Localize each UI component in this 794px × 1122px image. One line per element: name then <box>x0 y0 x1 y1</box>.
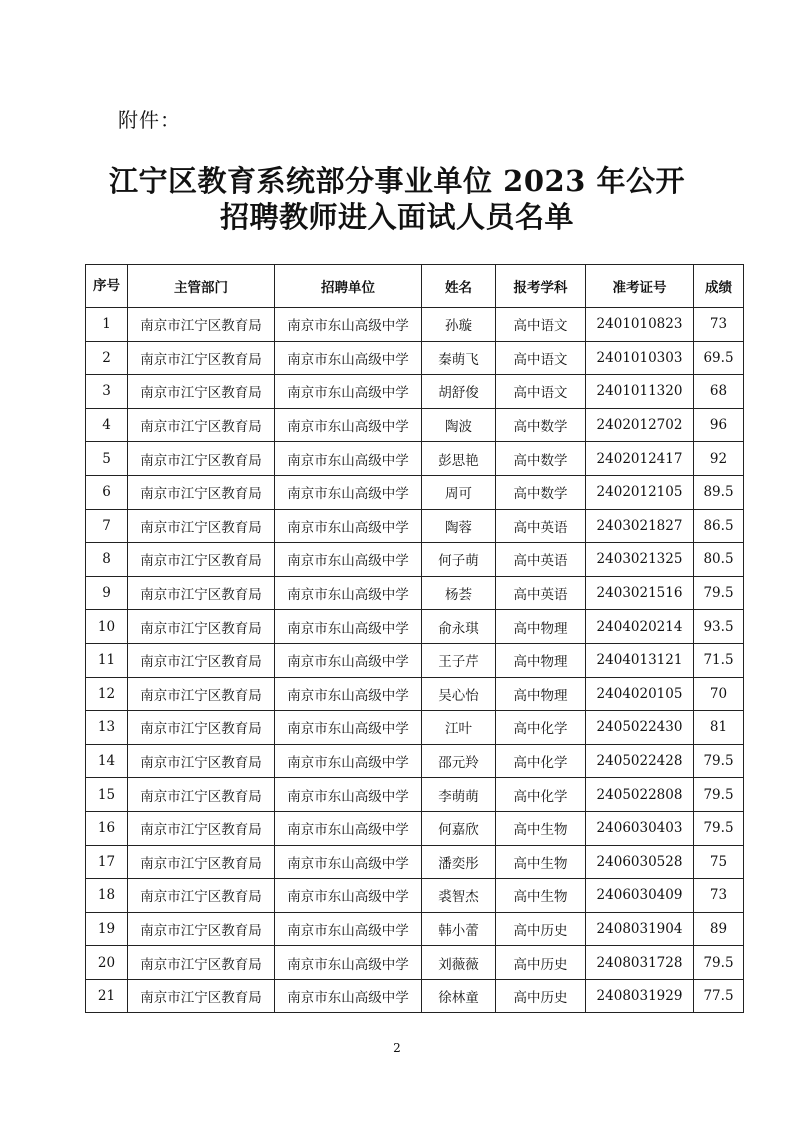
cell-subject: 高中物理 <box>496 610 586 644</box>
table-row <box>86 677 744 711</box>
cell-ticket: 2401010823 <box>586 308 694 342</box>
cell-name: 吴心怡 <box>422 677 496 711</box>
cell-name: 秦萌飞 <box>422 341 496 375</box>
cell-name: 李萌萌 <box>422 778 496 812</box>
table-row <box>86 509 744 543</box>
cell-department: 南京市江宁区教育局 <box>128 778 275 812</box>
cell-subject: 高中数学 <box>496 475 586 509</box>
table-header-row <box>86 265 744 308</box>
cell-unit: 南京市东山高级中学 <box>275 341 422 375</box>
table-row <box>86 442 744 476</box>
cell-seq: 7 <box>86 509 128 543</box>
cell-ticket: 2402012105 <box>586 475 694 509</box>
page-number: 2 <box>393 1041 401 1055</box>
cell-department: 南京市江宁区教育局 <box>128 643 275 677</box>
cell-name: 何子萌 <box>422 543 496 577</box>
table-row <box>86 912 744 946</box>
cell-department: 南京市江宁区教育局 <box>128 744 275 778</box>
cell-subject: 高中生物 <box>496 879 586 913</box>
cell-ticket: 2406030409 <box>586 879 694 913</box>
cell-department: 南京市江宁区教育局 <box>128 677 275 711</box>
cell-ticket: 2401010303 <box>586 341 694 375</box>
cell-score: 79.5 <box>694 744 744 778</box>
cell-ticket: 2402012417 <box>586 442 694 476</box>
table-body <box>86 308 744 1013</box>
cell-score: 69.5 <box>694 341 744 375</box>
cell-name: 徐林童 <box>422 979 496 1013</box>
cell-name: 何嘉欣 <box>422 811 496 845</box>
cell-subject: 高中化学 <box>496 711 586 745</box>
cell-unit: 南京市东山高级中学 <box>275 912 422 946</box>
cell-name: 韩小蕾 <box>422 912 496 946</box>
cell-unit: 南京市东山高级中学 <box>275 946 422 980</box>
cell-ticket: 2402012702 <box>586 408 694 442</box>
cell-name: 杨荟 <box>422 576 496 610</box>
cell-name: 裘智杰 <box>422 879 496 913</box>
cell-ticket: 2403021516 <box>586 576 694 610</box>
cell-name: 江叶 <box>422 711 496 745</box>
cell-seq: 21 <box>86 979 128 1013</box>
table-row <box>86 375 744 409</box>
cell-department: 南京市江宁区教育局 <box>128 912 275 946</box>
cell-seq: 14 <box>86 744 128 778</box>
cell-unit: 南京市东山高级中学 <box>275 375 422 409</box>
cell-name: 刘薇薇 <box>422 946 496 980</box>
table-row <box>86 576 744 610</box>
cell-unit: 南京市东山高级中学 <box>275 610 422 644</box>
table-row <box>86 845 744 879</box>
candidate-table <box>85 264 744 1013</box>
cell-score: 89 <box>694 912 744 946</box>
page-title-line-1: 江宁区教育系统部分事业单位 2023 年公开 <box>109 164 685 198</box>
cell-department: 南京市江宁区教育局 <box>128 341 275 375</box>
cell-score: 93.5 <box>694 610 744 644</box>
cell-department: 南京市江宁区教育局 <box>128 408 275 442</box>
cell-ticket: 2403021325 <box>586 543 694 577</box>
cell-score: 70 <box>694 677 744 711</box>
cell-seq: 5 <box>86 442 128 476</box>
header-score: 成绩 <box>694 265 744 308</box>
cell-subject: 高中语文 <box>496 375 586 409</box>
cell-score: 80.5 <box>694 543 744 577</box>
table-row <box>86 979 744 1013</box>
cell-seq: 20 <box>86 946 128 980</box>
cell-score: 73 <box>694 308 744 342</box>
table-row <box>86 711 744 745</box>
cell-seq: 4 <box>86 408 128 442</box>
cell-ticket: 2405022428 <box>586 744 694 778</box>
cell-unit: 南京市东山高级中学 <box>275 308 422 342</box>
cell-department: 南京市江宁区教育局 <box>128 979 275 1013</box>
page-title-line-2: 招聘教师进入面试人员名单 <box>219 200 574 234</box>
cell-department: 南京市江宁区教育局 <box>128 711 275 745</box>
cell-name: 彭思艳 <box>422 442 496 476</box>
cell-ticket: 2404020214 <box>586 610 694 644</box>
cell-seq: 11 <box>86 643 128 677</box>
attachment-label: 附件： <box>118 108 181 132</box>
cell-score: 77.5 <box>694 979 744 1013</box>
header-ticket: 准考证号 <box>586 265 694 308</box>
cell-department: 南京市江宁区教育局 <box>128 946 275 980</box>
table-row <box>86 879 744 913</box>
cell-unit: 南京市东山高级中学 <box>275 811 422 845</box>
cell-subject: 高中生物 <box>496 811 586 845</box>
cell-department: 南京市江宁区教育局 <box>128 811 275 845</box>
cell-ticket: 2406030528 <box>586 845 694 879</box>
table-row <box>86 811 744 845</box>
cell-department: 南京市江宁区教育局 <box>128 543 275 577</box>
cell-seq: 15 <box>86 778 128 812</box>
cell-unit: 南京市东山高级中学 <box>275 643 422 677</box>
table-row <box>86 610 744 644</box>
cell-name: 邵元羚 <box>422 744 496 778</box>
cell-unit: 南京市东山高级中学 <box>275 677 422 711</box>
cell-unit: 南京市东山高级中学 <box>275 408 422 442</box>
cell-unit: 南京市东山高级中学 <box>275 442 422 476</box>
cell-subject: 高中历史 <box>496 979 586 1013</box>
cell-score: 96 <box>694 408 744 442</box>
cell-subject: 高中语文 <box>496 308 586 342</box>
table-row <box>86 408 744 442</box>
cell-seq: 6 <box>86 475 128 509</box>
cell-ticket: 2408031728 <box>586 946 694 980</box>
cell-subject: 高中化学 <box>496 744 586 778</box>
cell-name: 俞永琪 <box>422 610 496 644</box>
cell-subject: 高中语文 <box>496 341 586 375</box>
table-row <box>86 946 744 980</box>
cell-name: 周可 <box>422 475 496 509</box>
cell-seq: 3 <box>86 375 128 409</box>
cell-name: 潘奕彤 <box>422 845 496 879</box>
cell-unit: 南京市东山高级中学 <box>275 744 422 778</box>
cell-ticket: 2408031904 <box>586 912 694 946</box>
cell-ticket: 2404013121 <box>586 643 694 677</box>
header-subject: 报考学科 <box>496 265 586 308</box>
cell-subject: 高中历史 <box>496 946 586 980</box>
cell-department: 南京市江宁区教育局 <box>128 576 275 610</box>
cell-unit: 南京市东山高级中学 <box>275 979 422 1013</box>
cell-seq: 12 <box>86 677 128 711</box>
table-row <box>86 475 744 509</box>
cell-unit: 南京市东山高级中学 <box>275 778 422 812</box>
cell-subject: 高中历史 <box>496 912 586 946</box>
cell-unit: 南京市东山高级中学 <box>275 845 422 879</box>
cell-ticket: 2405022430 <box>586 711 694 745</box>
cell-score: 81 <box>694 711 744 745</box>
cell-department: 南京市江宁区教育局 <box>128 610 275 644</box>
cell-score: 79.5 <box>694 811 744 845</box>
cell-unit: 南京市东山高级中学 <box>275 576 422 610</box>
cell-score: 71.5 <box>694 643 744 677</box>
cell-ticket: 2401011320 <box>586 375 694 409</box>
cell-department: 南京市江宁区教育局 <box>128 442 275 476</box>
header-unit: 招聘单位 <box>275 265 422 308</box>
cell-subject: 高中数学 <box>496 442 586 476</box>
cell-subject: 高中物理 <box>496 677 586 711</box>
cell-score: 92 <box>694 442 744 476</box>
cell-subject: 高中物理 <box>496 643 586 677</box>
cell-department: 南京市江宁区教育局 <box>128 308 275 342</box>
cell-department: 南京市江宁区教育局 <box>128 879 275 913</box>
cell-seq: 9 <box>86 576 128 610</box>
table-row <box>86 308 744 342</box>
cell-department: 南京市江宁区教育局 <box>128 509 275 543</box>
cell-department: 南京市江宁区教育局 <box>128 375 275 409</box>
cell-department: 南京市江宁区教育局 <box>128 475 275 509</box>
cell-name: 胡舒俊 <box>422 375 496 409</box>
table-row <box>86 778 744 812</box>
cell-name: 陶波 <box>422 408 496 442</box>
cell-ticket: 2406030403 <box>586 811 694 845</box>
cell-subject: 高中英语 <box>496 509 586 543</box>
table-row <box>86 543 744 577</box>
cell-seq: 2 <box>86 341 128 375</box>
cell-ticket: 2404020105 <box>586 677 694 711</box>
cell-score: 75 <box>694 845 744 879</box>
cell-score: 79.5 <box>694 576 744 610</box>
cell-subject: 高中英语 <box>496 543 586 577</box>
cell-score: 68 <box>694 375 744 409</box>
cell-subject: 高中数学 <box>496 408 586 442</box>
table-row <box>86 341 744 375</box>
cell-score: 89.5 <box>694 475 744 509</box>
cell-score: 86.5 <box>694 509 744 543</box>
cell-unit: 南京市东山高级中学 <box>275 879 422 913</box>
cell-seq: 19 <box>86 912 128 946</box>
cell-unit: 南京市东山高级中学 <box>275 543 422 577</box>
cell-score: 79.5 <box>694 778 744 812</box>
cell-seq: 8 <box>86 543 128 577</box>
cell-score: 73 <box>694 879 744 913</box>
cell-name: 孙璇 <box>422 308 496 342</box>
header-department: 主管部门 <box>128 265 275 308</box>
cell-ticket: 2405022808 <box>586 778 694 812</box>
cell-unit: 南京市东山高级中学 <box>275 711 422 745</box>
cell-department: 南京市江宁区教育局 <box>128 845 275 879</box>
cell-seq: 13 <box>86 711 128 745</box>
cell-seq: 10 <box>86 610 128 644</box>
cell-unit: 南京市东山高级中学 <box>275 509 422 543</box>
cell-ticket: 2408031929 <box>586 979 694 1013</box>
header-seq: 序号 <box>86 265 128 308</box>
cell-subject: 高中化学 <box>496 778 586 812</box>
cell-name: 王子芹 <box>422 643 496 677</box>
table-row <box>86 643 744 677</box>
cell-subject: 高中英语 <box>496 576 586 610</box>
cell-subject: 高中生物 <box>496 845 586 879</box>
cell-score: 79.5 <box>694 946 744 980</box>
cell-seq: 1 <box>86 308 128 342</box>
cell-name: 陶蓉 <box>422 509 496 543</box>
cell-unit: 南京市东山高级中学 <box>275 475 422 509</box>
cell-seq: 17 <box>86 845 128 879</box>
cell-seq: 16 <box>86 811 128 845</box>
header-name: 姓名 <box>422 265 496 308</box>
cell-seq: 18 <box>86 879 128 913</box>
cell-ticket: 2403021827 <box>586 509 694 543</box>
table-row <box>86 744 744 778</box>
